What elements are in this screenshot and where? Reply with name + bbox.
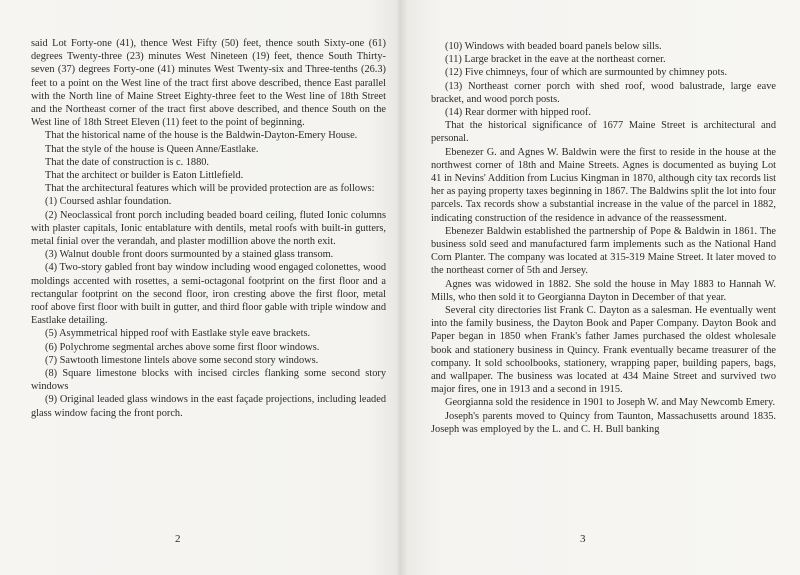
left-paragraph: That the style of the house is Queen Anne/Eastlake. <box>45 143 259 155</box>
left-paragraph: (8) Square limestone blocks with incised circles flanking some second story windows <box>31 368 386 393</box>
left-paragraph: (9) Original leaded glass windows in the east façade projections, including leaded glass window facing the front porch. <box>31 394 386 419</box>
left-paragraph: That the architectural features which will be provided protection are as follows: <box>45 183 375 195</box>
left-paragraph: (1) Coursed ashlar foundation. <box>45 196 172 208</box>
right-paragraph: Agnes was widowed in 1882. She sold the house in May 1883 to Hannah W. Mills, who then sold it to Georgianna Dayton in December of that year. <box>431 278 776 303</box>
left-paragraph: (7) Sawtooth limestone lintels above some second story windows. <box>45 354 319 366</box>
left-page-number: 2 <box>175 533 181 545</box>
right-paragraph: (10) Windows with beaded board panels below sills. <box>445 41 662 52</box>
right-paragraph: (12) Five chimneys, four of which are surmounted by chimney pots. <box>445 67 728 79</box>
right-paragraph: (11) Large bracket in the eave at the northeast corner. <box>445 54 666 66</box>
left-paragraph: That the historical name of the house is the Baldwin-Dayton-Emery House. <box>45 130 358 142</box>
right-page-text <box>431 40 776 436</box>
right-page-number: 3 <box>580 533 586 545</box>
right-paragraph: (13) Northeast corner porch with shed roof, wood balustrade, large eave bracket, and wood porch posts. <box>431 80 776 105</box>
left-paragraph: (4) Two-story gabled front bay window including wood engaged colonettes, wood moldings accented with rosettes, a semi-octagonal footprint on the first floor and a rectangular footprint on the second floor, iron cresting above the first floor, metal roof above first floor with built in gutter, and third floor gable with triple window and Eastlake detailing. <box>31 262 386 327</box>
right-paragraph: That the historical significance of 1677 Maine Street is architectural and personal. <box>431 120 776 145</box>
left-paragraph: (5) Asymmetrical hipped roof with Eastlake style eave brackets. <box>45 328 311 340</box>
right-paragraph: Ebenezer Baldwin established the partnership of Pope & Baldwin in 1861. The business sold seed and manufactured farm implements such as the National Hand Corn Planter. The company was located at 315-319 Maine Street. It later moved to the northeast corner of 5th and Jersey. <box>431 225 776 277</box>
left-paragraph: said Lot Forty-one (41), thence West Fifty (50) feet, thence south Sixty-one (61) degrees Twenty-three (23) minutes West Nineteen (19) feet, thence South Thirty-seven (37) degrees Forty-one (41) minutes West Twenty-six and Three-tenths (26.3) feet to a point on the West line of the tract first above described, thence East parallel with the North line of Maine Street Eighty-three feet to the West line of 18th Street and the Northeast corner of the tract first above described, and thence South on the West line of 18th Street Eleven (11) feet to the point of beginning. <box>31 38 386 129</box>
left-paragraph: (3) Walnut double front doors surmounted by a stained glass transom. <box>45 249 334 261</box>
left-paragraph: (6) Polychrome segmental arches above some first floor windows. <box>45 341 320 353</box>
right-page <box>400 0 800 575</box>
left-paragraph: That the architect or builder is Eaton Littlefield. <box>45 170 244 182</box>
left-page-text <box>31 37 386 420</box>
right-paragraph: Joseph's parents moved to Quincy from Taunton, Massachusetts around 1835. Joseph was employed by the L. and C. H. Bull banking <box>431 410 776 435</box>
left-paragraph: That the date of construction is c. 1880. <box>45 156 210 168</box>
right-paragraph: Georgianna sold the residence in 1901 to Joseph W. and May Newcomb Emery. <box>445 397 776 409</box>
right-paragraph: (14) Rear dormer with hipped roof. <box>445 107 591 119</box>
right-paragraph: Several city directories list Frank C. Dayton as a salesman. He eventually went into the family business, the Dayton Book and Paper Company. Dayton Book and Paper began in 1850 when Frank's father James purchased the oldest wholesale book and stationery business in Quincy. Frank eventually became treasurer of the company. It sold schoolbooks, stationery, wrapping paper, building papers, bags, and wallpaper. The business was located at 434 Maine Street and survived two major fires, one in 1913 and a second in 1915. <box>431 305 776 396</box>
right-paragraph: Ebenezer G. and Agnes W. Baldwin were the first to reside in the house at the northwest corner of 18th and Maine Streets. Agnes is documented as buying Lot 41 in Nevins' Addition from Lucius Kingman in 1870, although city tax records list her as paying property taxes beginning in 1867. The Baldwins split the lot into four parcels. Tax records show a substantial increase in the value of the parcel in 1882, indicating construction of the residence in advance of the reassessment. <box>431 146 776 224</box>
left-paragraph: (2) Neoclassical front porch including beaded board ceiling, fluted Ionic columns with plaster capitals, Ionic entablature with dentils, metal roofs with built-in gutters, metal finial over the verandah, and plaster modillion above the north exit. <box>31 209 386 248</box>
